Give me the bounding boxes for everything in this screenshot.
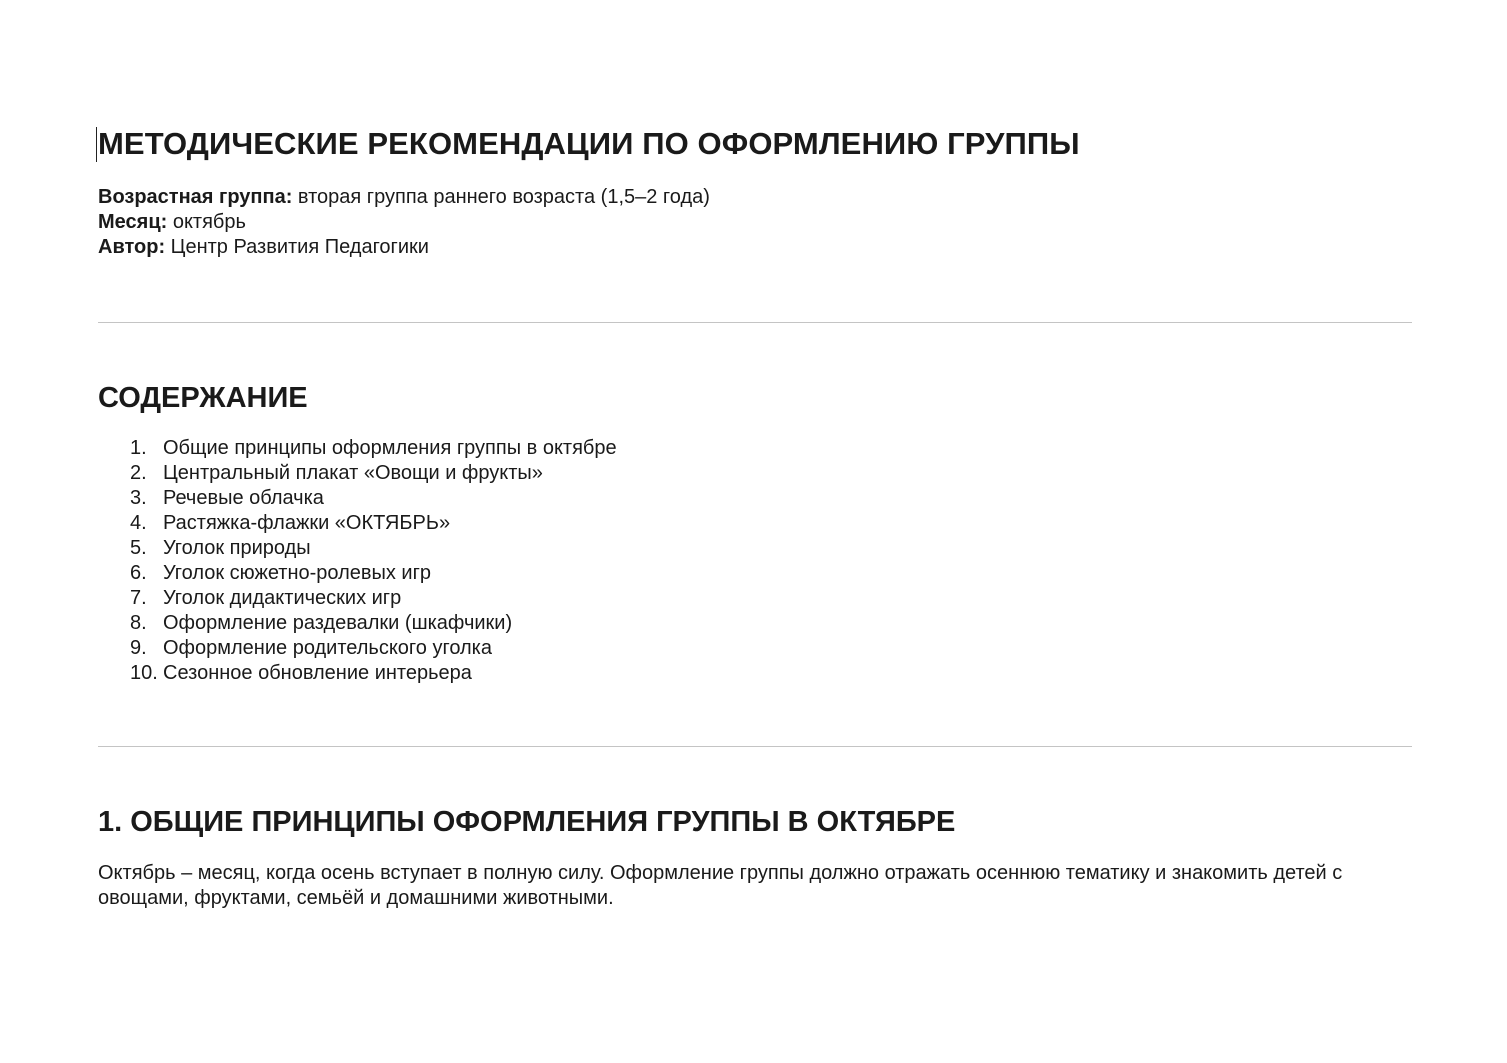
toc-item-number: 4. xyxy=(130,512,147,534)
section-1-paragraph[interactable]: Октябрь – месяц, когда осень вступает в полную силу. Оформление группы должно отражать осеннюю тематику и знакомить детей с овощами, фруктами, семьёй и домашними животными. xyxy=(98,862,1343,909)
horizontal-divider xyxy=(98,746,1412,747)
meta-author[interactable] xyxy=(98,235,710,260)
meta-author-label: Автор: xyxy=(98,236,166,258)
horizontal-divider xyxy=(98,322,1412,323)
meta-month[interactable] xyxy=(98,210,710,235)
toc-item-number: 8. xyxy=(130,612,147,634)
toc-item-number: 5. xyxy=(130,537,147,559)
text-cursor xyxy=(96,127,97,162)
toc-item-number: 9. xyxy=(130,637,147,659)
toc-item-text: Уголок дидактических игр xyxy=(163,587,402,609)
toc-item-text: Сезонное обновление интерьера xyxy=(163,662,472,684)
toc-heading[interactable]: СОДЕРЖАНИЕ xyxy=(98,382,308,414)
toc-item-text: Оформление раздевалки (шкафчики) xyxy=(163,612,513,634)
meta-month-value: октябрь xyxy=(167,211,246,233)
toc-item-number: 3. xyxy=(130,487,147,509)
toc-item-number: 10. xyxy=(130,662,158,684)
section-1-heading[interactable]: 1. ОБЩИЕ ПРИНЦИПЫ ОФОРМЛЕНИЯ ГРУППЫ В ОКТЯБРЕ xyxy=(98,806,956,838)
toc-item-text: Общие принципы оформления группы в октябре xyxy=(163,437,617,459)
document-title[interactable]: МЕТОДИЧЕСКИЕ РЕКОМЕНДАЦИИ ПО ОФОРМЛЕНИЮ ГРУППЫ xyxy=(98,126,1080,161)
toc-item-number: 6. xyxy=(130,562,147,584)
document-meta xyxy=(98,185,710,260)
toc-item-text: Центральный плакат «Овощи и фрукты» xyxy=(163,462,543,484)
toc-item-number: 7. xyxy=(130,587,147,609)
meta-age-group-value: вторая группа раннего возраста (1,5–2 года) xyxy=(292,186,710,208)
toc-item-text: Уголок сюжетно-ролевых игр xyxy=(163,562,432,584)
toc-item-text: Уголок природы xyxy=(163,537,311,559)
toc-item-number: 2. xyxy=(130,462,147,484)
toc-item-text: Оформление родительского уголка xyxy=(163,637,492,659)
meta-month-label: Месяц: xyxy=(98,211,168,233)
meta-author-value: Центр Развития Педагогики xyxy=(165,236,429,258)
toc-item-number: 1. xyxy=(130,437,147,459)
meta-age-group[interactable] xyxy=(98,185,710,210)
meta-age-group-label: Возрастная группа: xyxy=(98,186,293,208)
toc-item-text: Речевые облачка xyxy=(163,487,324,509)
toc-item-text: Растяжка-флажки «ОКТЯБРЬ» xyxy=(163,512,451,534)
